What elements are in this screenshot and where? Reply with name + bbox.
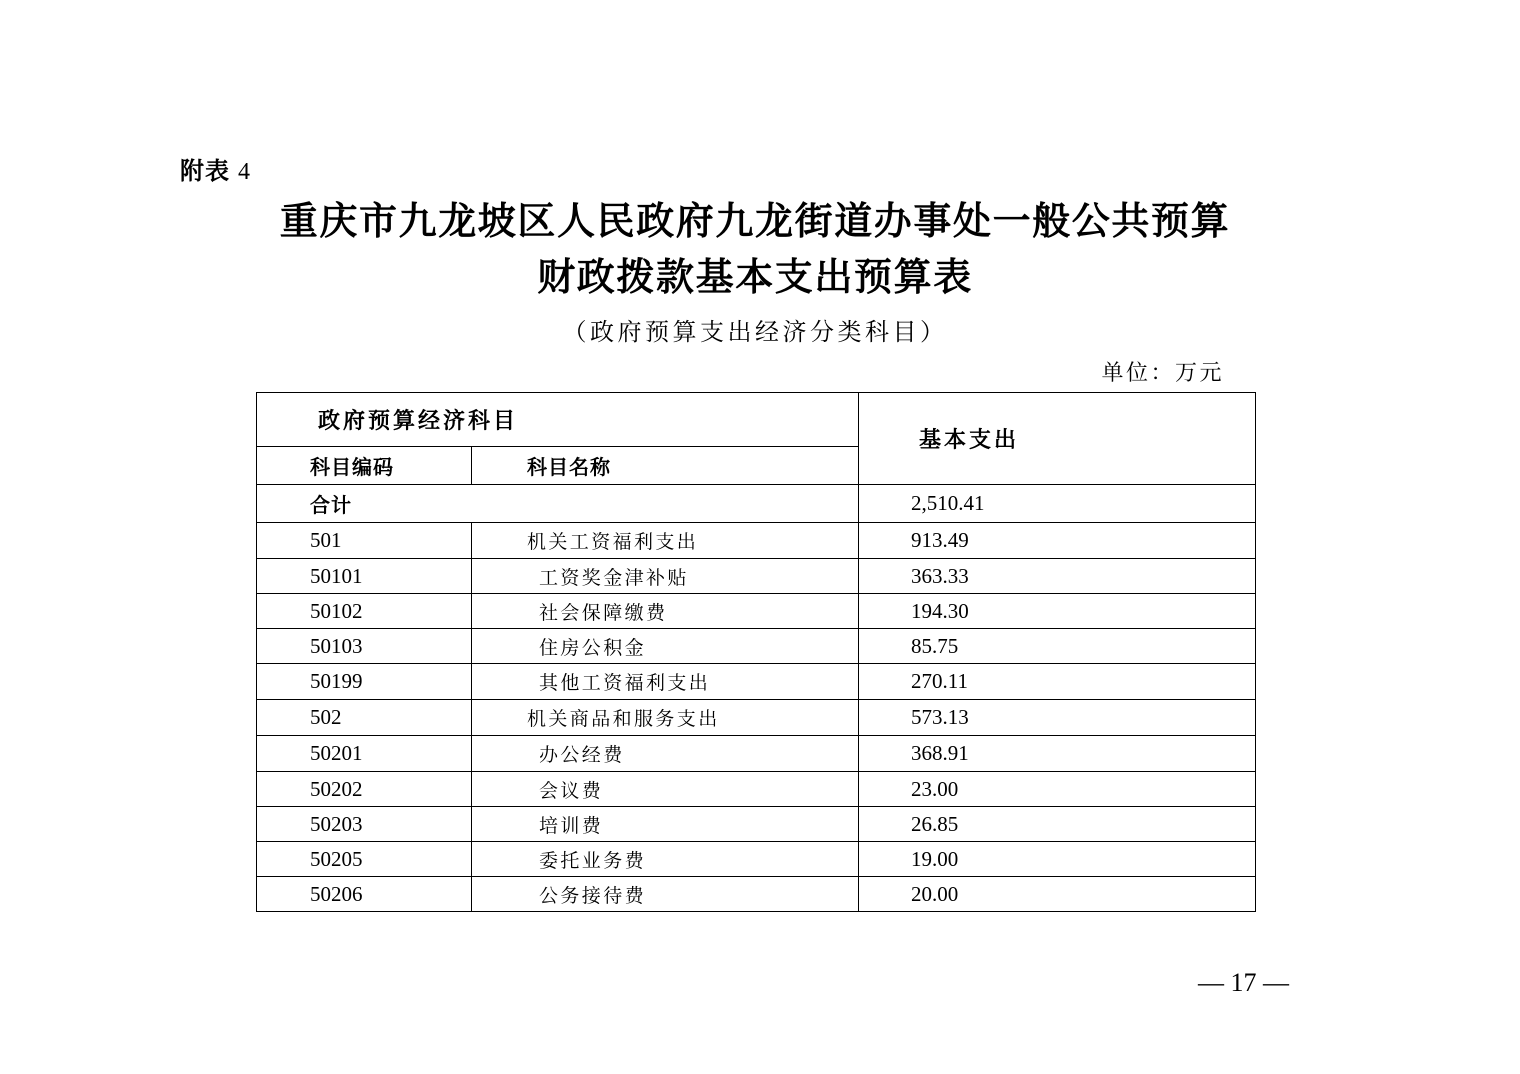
name-cell: 培训费 — [472, 807, 859, 842]
amount-cell: 20.00 — [859, 877, 1256, 912]
name-cell: 住房公积金 — [472, 629, 859, 664]
total-row — [257, 485, 1256, 523]
table-row — [257, 877, 1256, 912]
header-economic-subject: 政府预算经济科目 — [257, 393, 859, 447]
table-row — [257, 559, 1256, 594]
name-cell: 会议费 — [472, 772, 859, 807]
code-cell: 50102 — [257, 594, 472, 629]
amount-cell: 913.49 — [859, 523, 1256, 559]
total-amount: 2,510.41 — [859, 485, 1256, 523]
name-cell: 社会保障缴费 — [472, 594, 859, 629]
amount-cell: 194.30 — [859, 594, 1256, 629]
budget-table — [256, 392, 1256, 912]
code-cell: 50201 — [257, 736, 472, 772]
table-row — [257, 629, 1256, 664]
amount-cell: 19.00 — [859, 842, 1256, 877]
amount-cell: 85.75 — [859, 629, 1256, 664]
code-cell: 50203 — [257, 807, 472, 842]
code-cell: 50199 — [257, 664, 472, 700]
amount-cell: 368.91 — [859, 736, 1256, 772]
unit-label: 单位：万元 — [1101, 360, 1224, 385]
attachment-label — [180, 157, 250, 187]
code-cell: 501 — [257, 523, 472, 559]
header-subject-name: 科目名称 — [472, 447, 859, 485]
total-label: 合计 — [257, 485, 859, 523]
table-row — [257, 842, 1256, 877]
table-row — [257, 664, 1256, 700]
name-cell: 工资奖金津补贴 — [472, 559, 859, 594]
title-line-2: 财政拨款基本支出预算表 — [537, 257, 973, 299]
code-cell: 50205 — [257, 842, 472, 877]
amount-cell: 26.85 — [859, 807, 1256, 842]
code-cell: 50103 — [257, 629, 472, 664]
code-cell: 502 — [257, 700, 472, 736]
code-cell: 50101 — [257, 559, 472, 594]
table-row — [257, 700, 1256, 736]
subtitle: （政府预算支出经济分类科目） — [562, 320, 948, 346]
name-cell: 办公经费 — [472, 736, 859, 772]
code-cell: 50206 — [257, 877, 472, 912]
name-cell: 委托业务费 — [472, 842, 859, 877]
code-cell: 50202 — [257, 772, 472, 807]
amount-cell: 23.00 — [859, 772, 1256, 807]
table-row — [257, 523, 1256, 559]
amount-cell: 363.33 — [859, 559, 1256, 594]
attachment-prefix: 附表 — [180, 158, 230, 185]
amount-cell: 270.11 — [859, 664, 1256, 700]
header-basic-expenditure: 基本支出 — [859, 393, 1256, 485]
name-cell: 其他工资福利支出 — [472, 664, 859, 700]
amount-cell: 573.13 — [859, 700, 1256, 736]
table-row — [257, 594, 1256, 629]
table-row — [257, 736, 1256, 772]
header-subject-code: 科目编码 — [257, 447, 472, 485]
table-row — [257, 807, 1256, 842]
name-cell: 机关商品和服务支出 — [472, 700, 859, 736]
title-line-1: 重庆市九龙坡区人民政府九龙街道办事处一般公共预算 — [279, 201, 1231, 243]
table-row — [257, 772, 1256, 807]
page-number: — 17 — — [1198, 968, 1289, 997]
attachment-number: 4 — [238, 159, 250, 185]
name-cell: 机关工资福利支出 — [472, 523, 859, 559]
name-cell: 公务接待费 — [472, 877, 859, 912]
header-row-group — [257, 393, 1256, 447]
